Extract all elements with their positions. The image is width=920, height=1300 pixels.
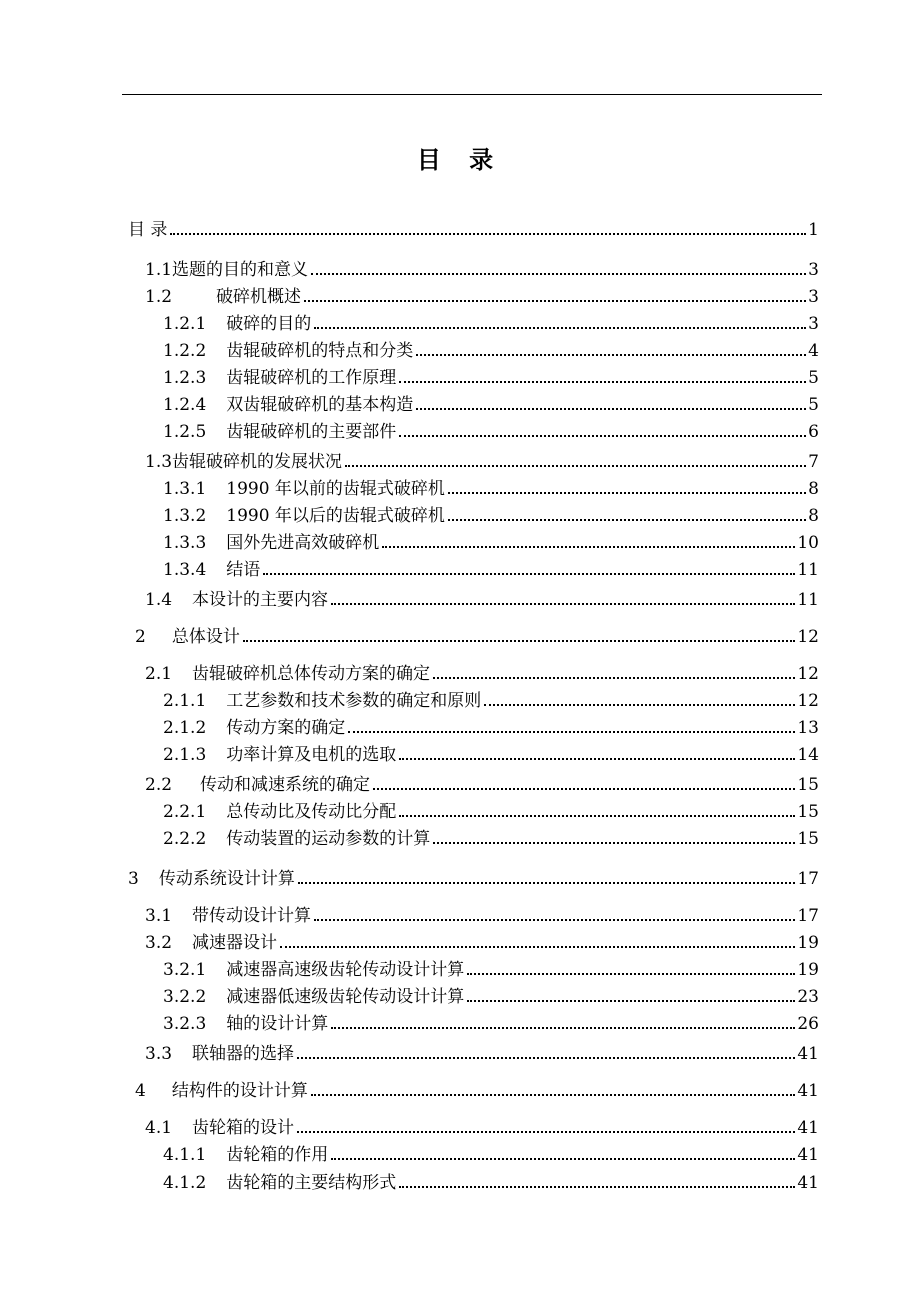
toc-entry-page: 3	[808, 314, 819, 334]
toc-entry-title: 传动装置的运动参数的计算	[226, 829, 431, 849]
toc-entry-title: 选题的目的和意义	[172, 260, 309, 280]
toc-entry-page: 15	[797, 802, 819, 822]
toc-entry-number: 4.1.1	[163, 1145, 207, 1165]
toc-entry[interactable]	[163, 1142, 819, 1166]
dot-leader	[433, 677, 795, 679]
toc-entry-page: 41	[797, 1044, 819, 1064]
toc-entry-title: 传动系统设计计算	[158, 869, 295, 889]
toc-entry[interactable]	[163, 799, 819, 823]
dot-leader	[345, 465, 806, 467]
toc-entry-number: 2	[135, 627, 146, 647]
toc-entry-title: 轴的设计计算	[226, 1014, 329, 1034]
toc-entry-title: 齿辊破碎机的特点和分类	[226, 341, 414, 361]
toc-entry[interactable]	[163, 957, 819, 981]
toc-entry[interactable]	[145, 257, 819, 281]
toc-entry-title: 齿辊破碎机的发展状况	[172, 452, 343, 472]
toc-entry-number: 2.2.2	[163, 829, 207, 849]
toc-entry-page: 19	[797, 933, 819, 953]
page-title: 目 录	[416, 145, 504, 174]
toc-entry-title: 工艺参数和技术参数的确定和原则	[226, 691, 482, 711]
toc-entry-title: 1990 年以前的齿辊式破碎机	[226, 479, 445, 499]
toc-entry-number: 2.1	[145, 664, 173, 684]
toc-entry-number: 3.2.1	[163, 960, 207, 980]
toc-entry[interactable]	[145, 449, 819, 473]
toc-entry-page: 3	[808, 287, 819, 307]
toc-entry-page: 12	[797, 664, 819, 684]
dot-leader	[467, 1000, 795, 1002]
dot-leader	[416, 354, 806, 356]
toc-entry-title: 1990 年以后的齿辊式破碎机	[226, 506, 445, 526]
toc-entry-number: 1.4	[145, 590, 173, 610]
toc-entry-title: 齿辊破碎机的主要部件	[226, 422, 397, 442]
dot-leader	[304, 300, 806, 302]
toc-entry-number: 2.2.1	[163, 802, 207, 822]
toc-entry[interactable]	[163, 476, 819, 500]
toc-entry-title: 传动和减速系统的确定	[200, 775, 371, 795]
toc-entry-page: 41	[797, 1118, 819, 1138]
toc-entry-page: 41	[797, 1145, 819, 1165]
toc-entry-title: 齿辊破碎机的工作原理	[226, 368, 397, 388]
toc-entry[interactable]	[163, 530, 819, 554]
toc-entry-number: 1.2.5	[163, 422, 207, 442]
toc-entry-page: 15	[797, 829, 819, 849]
dot-leader	[433, 842, 795, 844]
toc-entry-title: 减速器设计	[192, 933, 278, 953]
dot-leader	[373, 788, 795, 790]
toc-entry-page: 12	[797, 627, 819, 647]
dot-leader	[399, 435, 806, 437]
header-rule	[122, 94, 822, 95]
toc-entry-page: 41	[797, 1081, 819, 1101]
toc-entry[interactable]	[163, 419, 819, 443]
toc-entry-page: 19	[797, 960, 819, 980]
toc-entry[interactable]	[163, 311, 819, 335]
toc-entry[interactable]	[163, 742, 819, 766]
dot-leader	[399, 758, 795, 760]
toc-entry-page: 14	[797, 745, 819, 765]
toc-entry[interactable]	[163, 826, 819, 850]
toc-entry-page: 12	[797, 691, 819, 711]
toc-entry-title: 结构件的设计计算	[171, 1081, 308, 1101]
toc-entry-number: 目 录	[128, 220, 168, 240]
dot-leader	[280, 946, 795, 948]
toc-entry[interactable]	[135, 1078, 819, 1102]
toc-entry-title: 齿轮箱的作用	[226, 1145, 329, 1165]
dot-leader	[448, 492, 806, 494]
toc-entry-number: 2.2	[145, 775, 173, 795]
toc-entry[interactable]	[145, 772, 819, 796]
dot-leader	[311, 1094, 796, 1096]
toc-entry-number: 3.2.2	[163, 987, 207, 1007]
toc-entry[interactable]	[145, 661, 819, 685]
toc-entry-title: 传动方案的确定	[226, 718, 346, 738]
dot-leader	[484, 704, 795, 706]
toc-entry[interactable]	[145, 903, 819, 927]
dot-leader	[297, 1131, 795, 1133]
toc-entry-number: 1.2	[145, 287, 173, 307]
toc-entry-number: 1.3.1	[163, 479, 207, 499]
toc-entry-number: 1.2.1	[163, 314, 207, 334]
toc-entry-number: 1.3.2	[163, 506, 207, 526]
toc-entry-number: 1.2.3	[163, 368, 207, 388]
dot-leader	[399, 381, 806, 383]
toc-entry[interactable]	[163, 1011, 819, 1035]
toc-entry-page: 10	[797, 533, 819, 553]
toc-entry-title: 齿轮箱的主要结构形式	[226, 1173, 397, 1193]
toc-entry-number: 1.3.3	[163, 533, 207, 553]
toc-entry-title: 带传动设计计算	[192, 906, 312, 926]
toc-entry-title: 齿轮箱的设计	[192, 1118, 295, 1138]
dot-leader	[314, 327, 806, 329]
dot-leader	[314, 919, 795, 921]
toc-entry-title: 本设计的主要内容	[192, 590, 329, 610]
toc-entry[interactable]	[145, 284, 819, 308]
toc-entry-page: 26	[797, 1014, 819, 1034]
toc-entry-number: 1.2.4	[163, 395, 207, 415]
toc-entry-page: 15	[797, 775, 819, 795]
toc-entry-title: 破碎的目的	[226, 314, 312, 334]
dot-leader	[331, 603, 795, 605]
dot-leader	[311, 273, 806, 275]
dot-leader	[448, 519, 806, 521]
toc-entry-title: 双齿辊破碎机的基本构造	[226, 395, 414, 415]
dot-leader	[399, 815, 795, 817]
toc-entry[interactable]	[145, 930, 819, 954]
toc-entry[interactable]	[163, 503, 819, 527]
toc-entry-title: 功率计算及电机的选取	[226, 745, 397, 765]
dot-leader	[263, 573, 795, 575]
toc-entry-page: 41	[797, 1173, 819, 1193]
toc-entry[interactable]	[163, 984, 819, 1008]
toc-entry-number: 4.1.2	[163, 1173, 207, 1193]
dot-leader	[298, 882, 796, 884]
toc-entry-page: 8	[808, 506, 819, 526]
toc-entry[interactable]	[128, 866, 819, 890]
toc-entry-page: 7	[808, 452, 819, 472]
toc-entry[interactable]	[163, 688, 819, 712]
toc-entry-title: 联轴器的选择	[192, 1044, 295, 1064]
toc-entry[interactable]	[163, 557, 819, 581]
toc-entry-page: 23	[797, 987, 819, 1007]
toc-entry-title: 减速器高速级齿轮传动设计计算	[226, 960, 465, 980]
dot-leader	[297, 1057, 795, 1059]
toc-entry-number: 2.1.3	[163, 745, 207, 765]
toc-entry-number: 1.2.2	[163, 341, 207, 361]
toc-entry-page: 5	[808, 368, 819, 388]
toc-entry[interactable]	[163, 1170, 819, 1194]
toc-entry-number: 2.1.2	[163, 718, 207, 738]
toc-entry[interactable]	[135, 624, 819, 648]
toc-entry-page: 13	[797, 718, 819, 738]
toc-entry-page: 17	[797, 869, 819, 889]
dot-leader	[348, 731, 795, 733]
toc-entry-page: 3	[808, 260, 819, 280]
toc-entry-title: 减速器低速级齿轮传动设计计算	[226, 987, 465, 1007]
toc-entry-title: 国外先进高效破碎机	[226, 533, 380, 553]
toc-entry-number: 3.2.3	[163, 1014, 207, 1034]
toc-entry-number: 1.1	[145, 260, 173, 280]
toc-entry-title: 破碎机概述	[216, 287, 302, 307]
toc-entry-number: 1.3.4	[163, 560, 207, 580]
toc-entry-page: 17	[797, 906, 819, 926]
toc-entry-page: 11	[797, 560, 819, 580]
toc-entry-number: 1.3	[145, 452, 173, 472]
dot-leader	[382, 546, 795, 548]
dot-leader	[170, 233, 806, 235]
toc-entry[interactable]	[163, 365, 819, 389]
toc-entry[interactable]	[163, 392, 819, 416]
toc-entry-number: 4.1	[145, 1118, 173, 1138]
toc-entry-number: 4	[135, 1081, 146, 1101]
toc-entry-number: 3	[128, 869, 139, 889]
dot-leader	[331, 1027, 795, 1029]
toc-entry-number: 3.1	[145, 906, 173, 926]
toc-entry-number: 2.1.1	[163, 691, 207, 711]
toc-entry-page: 1	[808, 220, 819, 240]
toc-entry-page: 6	[808, 422, 819, 442]
toc-entry[interactable]	[163, 338, 819, 362]
toc-entry-title: 齿辊破碎机总体传动方案的确定	[192, 664, 431, 684]
toc-entry[interactable]	[145, 587, 819, 611]
toc-entry-number: 3.2	[145, 933, 173, 953]
toc-entry-page: 5	[808, 395, 819, 415]
toc-entry[interactable]	[128, 217, 819, 241]
toc-entry-number: 3.3	[145, 1044, 173, 1064]
toc-entry-page: 4	[808, 341, 819, 361]
toc-entry-page: 11	[797, 590, 819, 610]
dot-leader	[416, 408, 806, 410]
dot-leader	[467, 973, 795, 975]
dot-leader	[243, 640, 796, 642]
toc-entry[interactable]	[145, 1115, 819, 1139]
toc-entry-title: 总体设计	[171, 627, 240, 647]
toc-entry[interactable]	[163, 715, 819, 739]
toc-entry-page: 8	[808, 479, 819, 499]
dot-leader	[399, 1186, 795, 1188]
toc-entry-title: 总传动比及传动比分配	[226, 802, 397, 822]
dot-leader	[331, 1158, 795, 1160]
toc-entry[interactable]	[145, 1041, 819, 1065]
toc-entry-title: 结语	[226, 560, 261, 580]
